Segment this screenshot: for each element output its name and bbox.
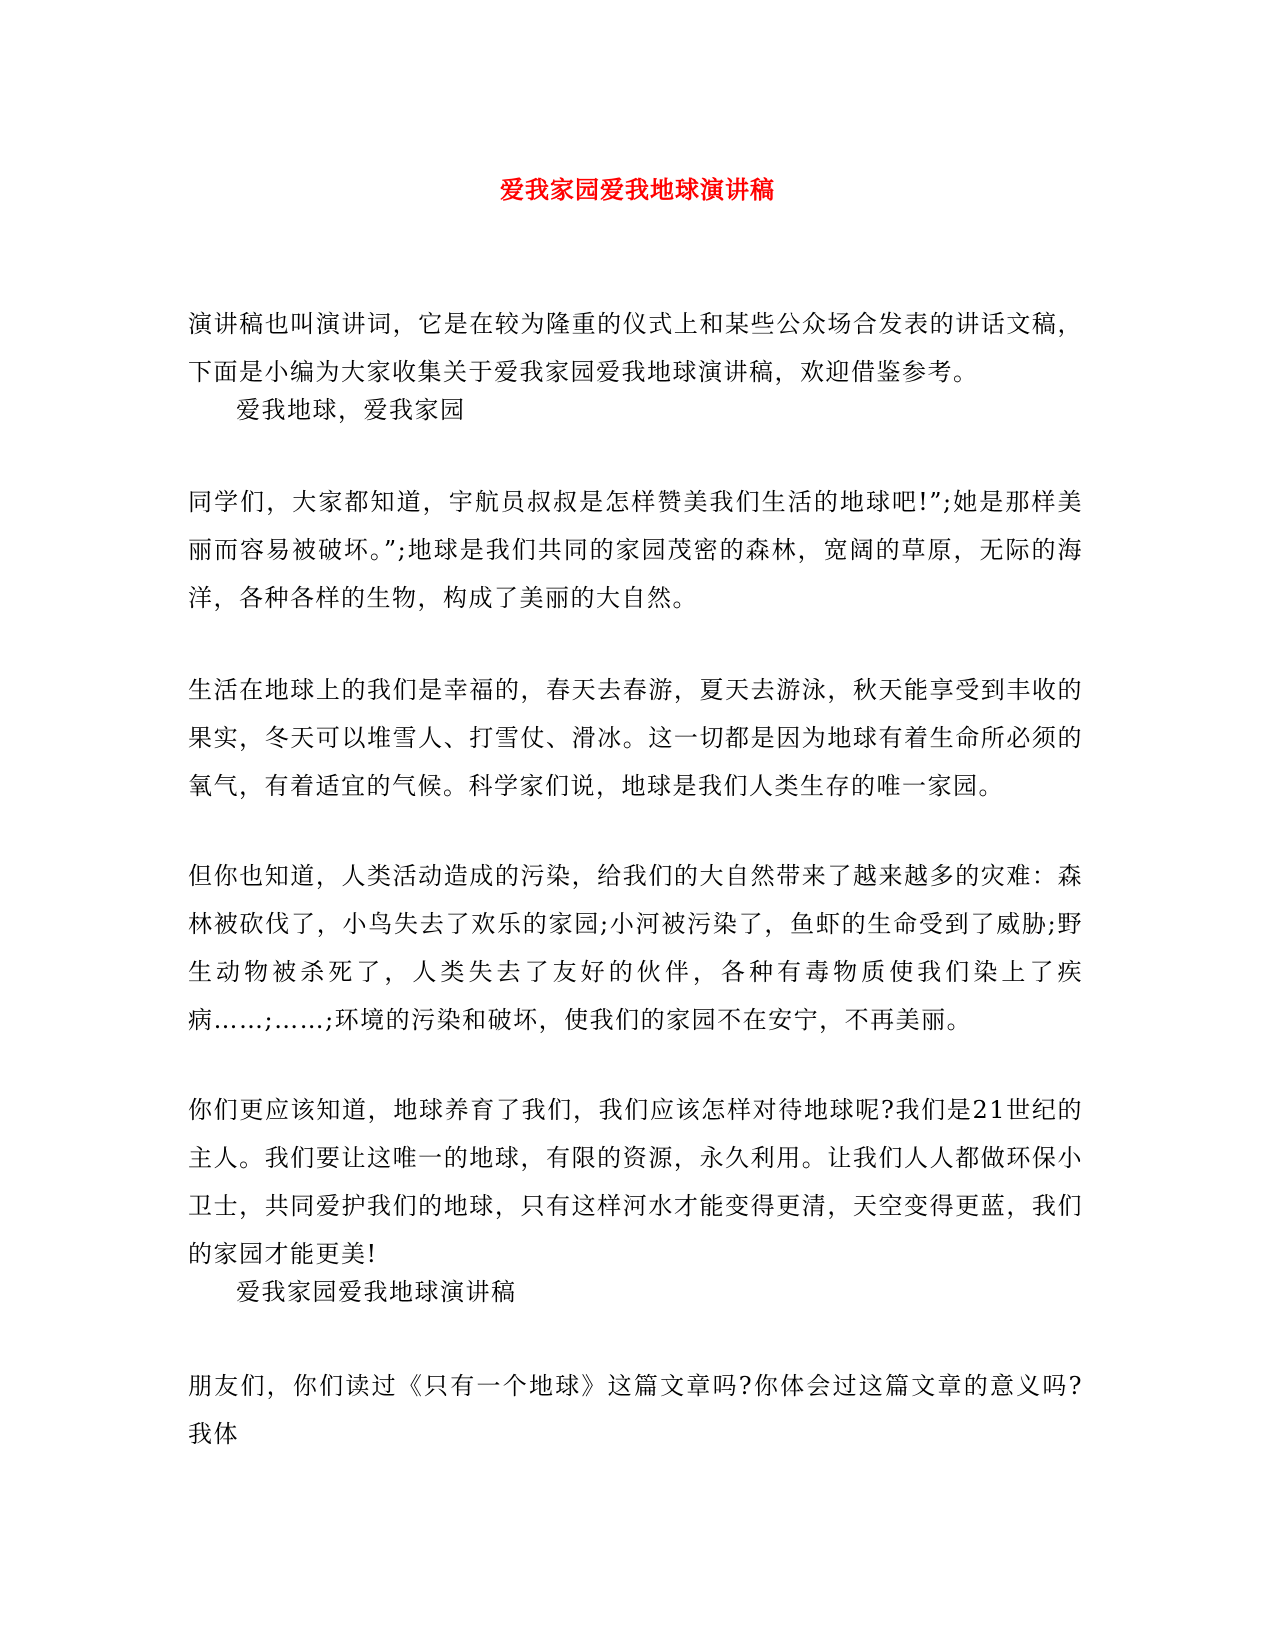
section-heading-1 [188,386,1083,434]
paragraph-5 [188,1362,1083,1458]
subheading-text: 爱我地球，爱我家园 [236,396,466,424]
paragraph-text: 你们更应该知道，地球养育了我们，我们应该怎样对待地球呢?我们是21世纪的主人。我们要让这唯一的地球，有限的资源，永久利用。让我们人人都做环保小卫士，共同爱护我们的地球，只有这样河水才能变得更清，天空变得更蓝，我们的家园才能更美! [188,1096,1083,1268]
section-heading-2 [188,1268,1083,1316]
paragraph-3 [188,852,1083,1044]
paragraph-text: 演讲稿也叫演讲词，它是在较为隆重的仪式上和某些公众场合发表的讲话文稿，下面是小编为大家收集关于爱我家园爱我地球演讲稿，欢迎借鉴参考。 [188,310,1083,386]
intro-paragraph [188,300,1083,396]
paragraph-text: 同学们，大家都知道，宇航员叔叔是怎样赞美我们生活的地球吧!”;她是那样美丽而容易被破坏。”;地球是我们共同的家园茂密的森林，宽阔的草原，无际的海洋，各种各样的生物，构成了美丽的大自然。 [188,488,1083,612]
paragraph-text: 生活在地球上的我们是幸福的，春天去春游，夏天去游泳，秋天能享受到丰收的果实，冬天可以堆雪人、打雪仗、滑冰。这一切都是因为地球有着生命所必须的氧气，有着适宜的气候。科学家们说，地球是我们人类生存的唯一家园。 [188,676,1083,800]
paragraph-2 [188,666,1083,810]
paragraph-4 [188,1086,1083,1278]
paragraph-1 [188,478,1083,622]
paragraph-text: 但你也知道，人类活动造成的污染，给我们的大自然带来了越来越多的灾难：森林被砍伐了，小鸟失去了欢乐的家园;小河被污染了，鱼虾的生命受到了威胁;野生动物被杀死了，人类失去了友好的伙伴，各种有毒物质使我们染上了疾病……;……;环境的污染和破坏，使我们的家园不在安宁，不再美丽。 [188,862,1083,1034]
document-title: 爱我家园爱我地球演讲稿 [500,175,775,204]
paragraph-text: 朋友们，你们读过《只有一个地球》这篇文章吗?你体会过这篇文章的意义吗?我体 [188,1372,1083,1448]
subheading-text: 爱我家园爱我地球演讲稿 [236,1278,517,1306]
